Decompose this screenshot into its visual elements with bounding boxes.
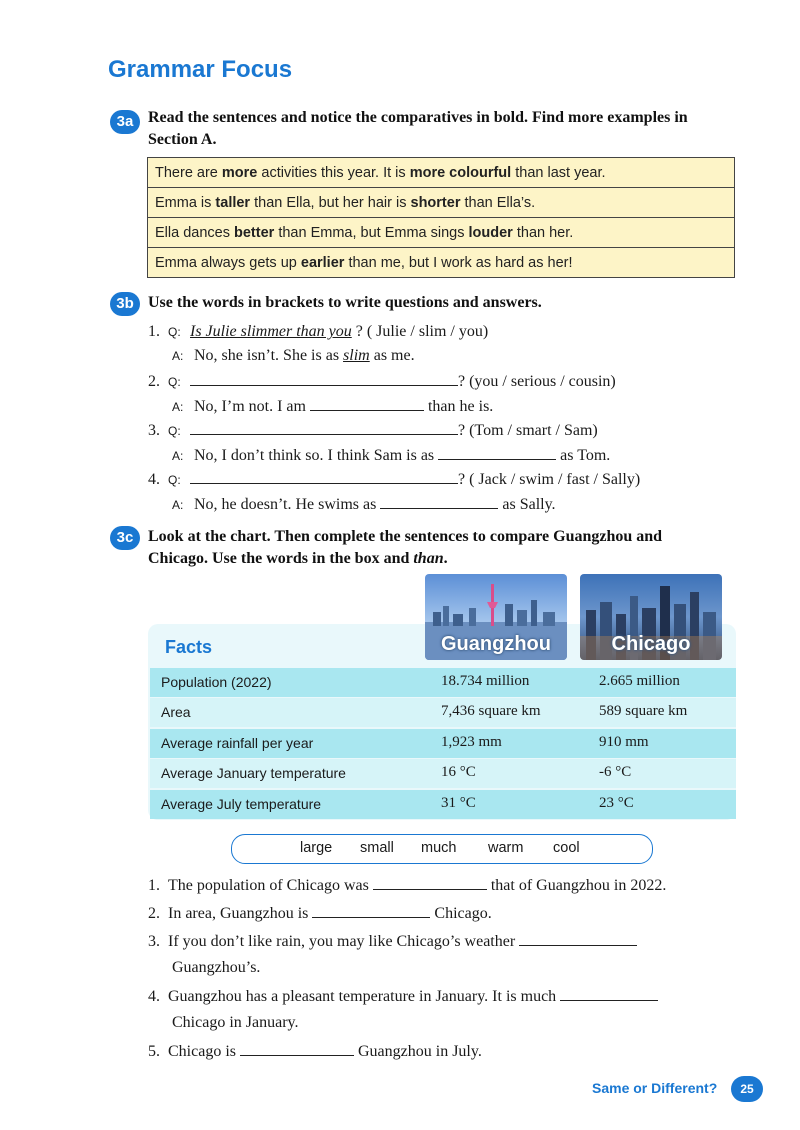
answer-4: A: No, he doesn’t. He swims as as Sally.	[172, 496, 556, 513]
facts-row: Average January temperature 16 °C -6 °C	[150, 759, 736, 788]
answer-3: A: No, I don’t think so. I think Sam is as as Tom.	[172, 447, 611, 464]
sentence-1: 1. The population of Chicago was that of Guangzhou in 2022.	[148, 877, 667, 894]
answer-blank[interactable]	[240, 1041, 354, 1056]
grammar-example-table	[147, 157, 735, 278]
word-option: warm	[488, 840, 524, 856]
instruction-3b: Use the words in brackets to write questions and answers.	[148, 294, 542, 311]
answer-blank[interactable]	[519, 931, 637, 946]
facts-title: Facts	[165, 637, 213, 657]
grammar-row: Emma always gets up earlier than me, but I work as hard as her!	[148, 248, 735, 278]
instruction-3c-line2: Chicago. Use the words in the box and than.	[148, 550, 448, 567]
answer-blank[interactable]	[190, 420, 458, 435]
instruction-3a-line1: Read the sentences and notice the comparatives in bold. Find more examples in	[148, 109, 688, 126]
answer-blank[interactable]	[190, 371, 458, 386]
sentence-2: 2. In area, Guangzhou is Chicago.	[148, 905, 492, 922]
page-title: Grammar Focus	[108, 56, 293, 83]
page-number: 25	[731, 1076, 763, 1102]
section-badge-3b: 3b	[110, 292, 140, 316]
section-badge-3a: 3a	[110, 110, 140, 134]
sentence-3: 3. If you don’t like rain, you may like Chicago’s weather	[148, 931, 637, 952]
answer-blank[interactable]	[560, 986, 658, 1001]
instruction-3c-line1: Look at the chart. Then complete the sentences to compare Guangzhou and	[148, 528, 663, 545]
city-name-guangzhou: Guangzhou	[441, 633, 551, 655]
facts-row: Area 7,436 square km 589 square km	[150, 698, 736, 727]
sentence-3-continued: Guangzhou’s.	[172, 959, 261, 976]
instruction-3c	[148, 526, 662, 570]
grammar-row: There are more activities this year. It is more colourful than last year.	[148, 158, 735, 188]
answer-blank[interactable]	[312, 903, 430, 918]
sentence-5: 5. Chicago is Guangzhou in July.	[148, 1043, 482, 1060]
word-option: much	[421, 840, 457, 856]
answer-1: A: No, she isn’t. She is as slim as me.	[172, 347, 415, 364]
grammar-row: Emma is taller than Ella, but her hair is shorter than Ella’s.	[148, 188, 735, 218]
answer-blank[interactable]	[310, 396, 424, 411]
answer-blank[interactable]	[380, 494, 498, 509]
word-option: large	[300, 840, 333, 856]
word-option: cool	[553, 840, 580, 856]
facts-row: Average rainfall per year 1,923 mm 910 mm	[150, 729, 736, 758]
instruction-3a	[148, 107, 688, 151]
chicago-photo	[580, 574, 722, 660]
question-2: 2. Q: ? (you / serious / cousin)	[148, 373, 616, 390]
facts-row: Population (2022) 18.734 million 2.665 million	[150, 668, 736, 697]
sentence-4: 4. Guangzhou has a pleasant temperature in January. It is much	[148, 986, 658, 1007]
question-3: 3. Q: ? (Tom / smart / Sam)	[148, 422, 598, 439]
section-badge-3c: 3c	[110, 526, 140, 550]
answer-2: A: No, I’m not. I am than he is.	[172, 398, 494, 415]
example-answer: Is Julie slimmer than you	[190, 323, 352, 340]
sentence-4-continued: Chicago in January.	[172, 1014, 299, 1031]
footer-unit-title: Same or Different?	[592, 1080, 718, 1096]
word-option: small	[360, 840, 394, 856]
instruction-3a-line2: Section A.	[148, 131, 217, 148]
facts-row: Average July temperature 31 °C 23 °C	[150, 790, 736, 819]
question-1: 1. Q: Is Julie slimmer than you ? ( Julie / slim / you)	[148, 323, 489, 340]
guangzhou-photo	[425, 574, 567, 660]
answer-blank[interactable]	[438, 445, 556, 460]
answer-blank[interactable]	[190, 469, 458, 484]
answer-blank[interactable]	[373, 875, 487, 890]
question-4: 4. Q: ? ( Jack / swim / fast / Sally)	[148, 471, 641, 488]
city-name-chicago: Chicago	[611, 633, 691, 655]
word-box	[231, 834, 653, 864]
grammar-row: Ella dances better than Emma, but Emma sings louder than her.	[148, 218, 735, 248]
